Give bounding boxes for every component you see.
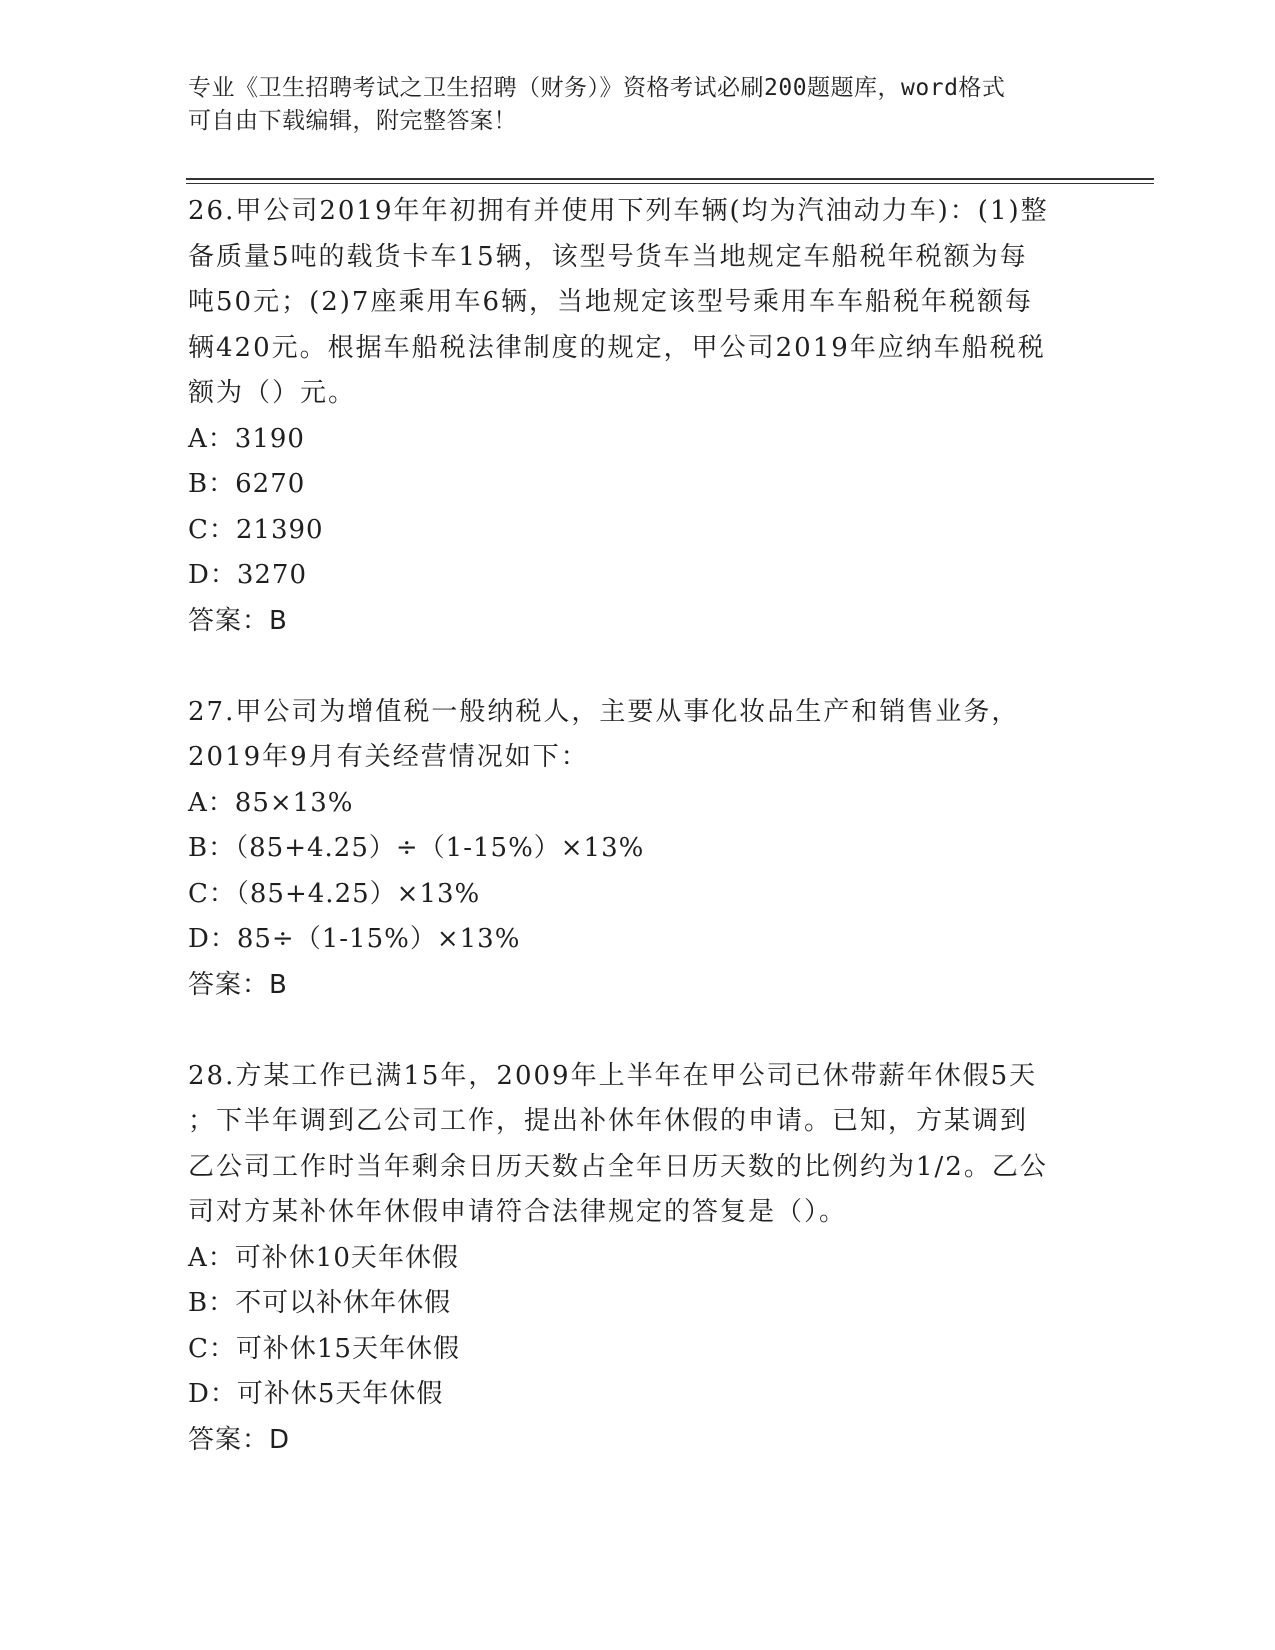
answer-label: 答案：B [188, 969, 288, 1000]
option-d: D：3270 [188, 560, 308, 590]
question-spacer [188, 644, 1088, 690]
answer-label: 答案：D [188, 1424, 291, 1455]
option-d: D：85÷（1-15%）×13% [188, 924, 521, 954]
page-header [188, 72, 1088, 138]
question-28 [188, 1054, 1088, 1464]
header-divider-thick [186, 178, 1154, 180]
question-text-line: 司对方某补休年休假申请符合法律规定的答复是（）。 [188, 1197, 848, 1227]
header-divider-thin [186, 183, 1154, 184]
question-list [188, 189, 1088, 1463]
option-a: A：3190 [188, 423, 305, 454]
option-a: A：可补休10天年休假 [188, 1242, 459, 1273]
question-text-line: 备质量5吨的载货卡车15辆，该型号货车当地规定车船税年税额为每 [188, 241, 1028, 272]
option-d: D：可补休5天年休假 [188, 1379, 444, 1409]
question-text-line: 26.甲公司2019年年初拥有并使用下列车辆(均为汽油动力车)：(1)整 [188, 196, 1049, 226]
question-text-line: 27.甲公司为增值税一般纳税人，主要从事化妆品生产和销售业务， [188, 696, 1020, 727]
question-text-line: 吨50元；(2)7座乘用车6辆，当地规定该型号乘用车车船税年税额每 [188, 287, 1033, 317]
header-line: 可自由下载编辑，附完整答案！ [188, 108, 517, 134]
option-a: A：85×13% [188, 787, 354, 818]
option-b: B：（85+4.25）÷（1-15%）×13% [188, 833, 645, 863]
option-b: B：6270 [188, 469, 306, 499]
question-text-line: 乙公司工作时当年剩余日历天数占全年日历天数的比例约为1/2。乙公 [188, 1151, 1048, 1182]
question-27 [188, 690, 1088, 1009]
question-text-line: ；下半年调到乙公司工作，提出补休年休假的申请。已知，方某调到 [188, 1106, 1029, 1136]
question-26 [188, 189, 1088, 644]
question-text-line: 28.方某工作已满15年，2009年上半年在甲公司已休带薪年休假5天 [188, 1060, 1038, 1091]
question-spacer [188, 1008, 1088, 1054]
option-c: C：21390 [188, 514, 324, 545]
header-line: 专业《卫生招聘考试之卫生招聘（财务）》资格考试必刷200题题库，word格式 [188, 75, 1006, 101]
question-text-line: 额为（）元。 [188, 378, 357, 408]
option-c: C：可补休15天年休假 [188, 1333, 460, 1364]
option-c: C：（85+4.25）×13% [188, 878, 481, 909]
option-b: B：不可以补休年休假 [188, 1288, 452, 1318]
answer-label: 答案：B [188, 605, 288, 636]
question-text-line: 2019年9月有关经营情况如下： [188, 742, 589, 772]
question-text-line: 辆420元。根据车船税法律制度的规定，甲公司2019年应纳车船税税 [188, 332, 1046, 363]
